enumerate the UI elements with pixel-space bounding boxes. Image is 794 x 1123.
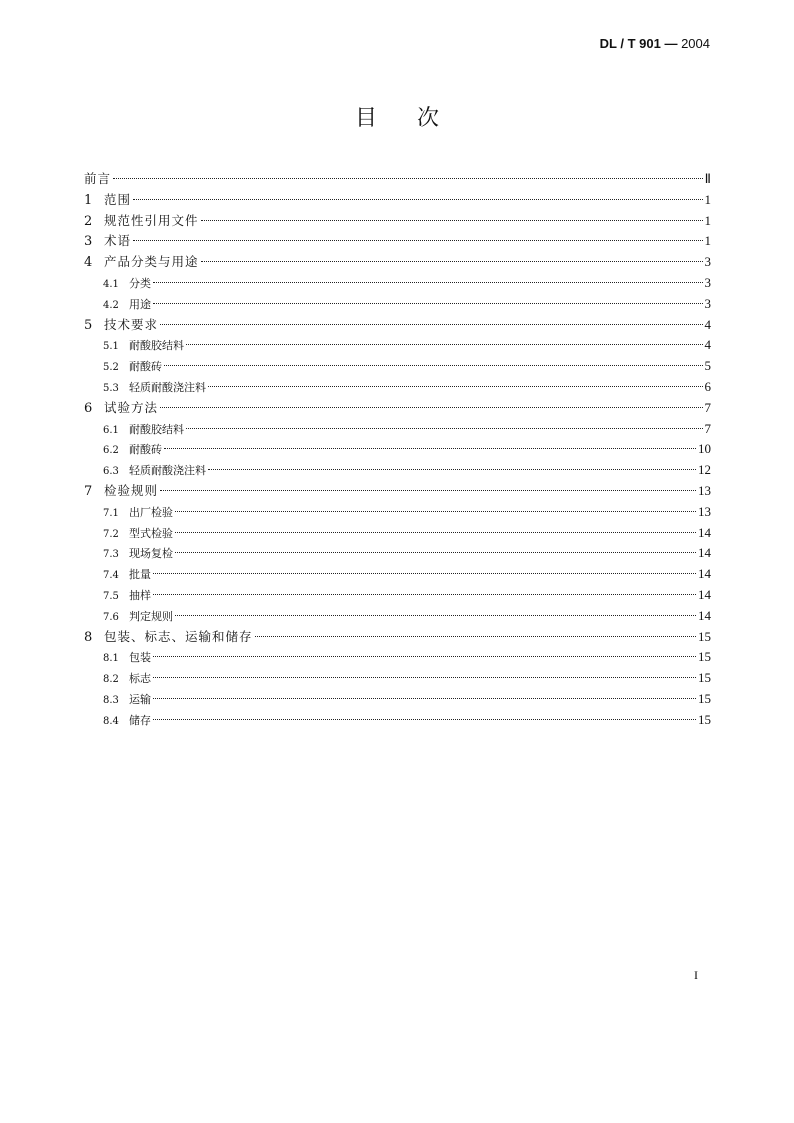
toc-entry-page: 14 bbox=[698, 524, 711, 540]
toc-dot-leader bbox=[153, 573, 696, 574]
toc-entry-page: 13 bbox=[698, 482, 711, 498]
toc-entry[interactable] bbox=[84, 356, 711, 377]
toc-entry[interactable] bbox=[84, 377, 711, 398]
toc-dot-leader bbox=[153, 656, 696, 657]
toc-entry-number: 2 bbox=[84, 213, 93, 229]
toc-entry-number: 8.2 bbox=[103, 674, 119, 686]
toc-dot-leader bbox=[153, 698, 696, 699]
page-number: I bbox=[694, 968, 698, 982]
toc-entry-page: 15 bbox=[698, 670, 711, 686]
toc-entry[interactable] bbox=[84, 190, 711, 211]
toc-dot-leader bbox=[153, 303, 703, 304]
toc-entry-number: 8.1 bbox=[103, 653, 119, 665]
toc-entry-label: 分类 bbox=[129, 276, 151, 290]
toc-entry-page: 3 bbox=[704, 295, 711, 311]
toc-entry-label: 出厂检验 bbox=[129, 505, 173, 519]
toc-entry-number: 6.1 bbox=[103, 424, 119, 436]
toc-entry-page: 1 bbox=[704, 233, 711, 249]
toc-entry-page: 10 bbox=[698, 441, 711, 457]
toc-entry-number: 5.2 bbox=[103, 362, 119, 374]
toc-entry[interactable] bbox=[84, 231, 711, 252]
standard-year: 2004 bbox=[681, 36, 710, 51]
toc-entry-label: 规范性引用文件 bbox=[104, 212, 199, 228]
toc-entry-label: 型式检验 bbox=[129, 526, 173, 540]
toc-entry-page: 1 bbox=[704, 212, 711, 228]
toc-entry-page: 4 bbox=[704, 316, 711, 332]
toc-entry-label: 抽样 bbox=[129, 588, 151, 602]
toc-entry[interactable] bbox=[84, 460, 711, 481]
toc-entry-page: 5 bbox=[704, 358, 711, 374]
toc-entry-number: 7.2 bbox=[103, 528, 119, 540]
toc-entry-number: 3 bbox=[84, 234, 93, 250]
toc-entry-label: 批量 bbox=[129, 568, 151, 582]
toc-entry-page: 14 bbox=[698, 607, 711, 623]
toc-entry-label: 轻质耐酸浇注料 bbox=[129, 464, 206, 478]
toc-entry-number: 4 bbox=[84, 255, 93, 271]
toc-dot-leader bbox=[208, 469, 696, 470]
toc-entry-label: 产品分类与用途 bbox=[104, 254, 199, 270]
toc-entry[interactable] bbox=[84, 273, 711, 294]
toc-entry-label: 标志 bbox=[129, 672, 151, 686]
toc-entry-number: 5 bbox=[84, 317, 93, 333]
toc-entry-label: 现场复检 bbox=[129, 547, 173, 561]
toc-entry-number: 6.3 bbox=[103, 466, 119, 478]
toc-entry-number: 8.4 bbox=[103, 715, 119, 727]
toc-dot-leader bbox=[175, 532, 696, 533]
toc-entry-page: 14 bbox=[698, 566, 711, 582]
toc-dot-leader bbox=[133, 199, 702, 200]
toc-entry-page: 14 bbox=[698, 586, 711, 602]
toc-dot-leader bbox=[208, 386, 703, 387]
toc-entry-number: 4.1 bbox=[103, 278, 119, 290]
toc-dot-leader bbox=[201, 261, 703, 262]
standard-number: DL / T 901 bbox=[599, 36, 661, 51]
toc-entry-number: 1 bbox=[84, 192, 93, 208]
toc-entry-page: 6 bbox=[704, 378, 711, 394]
toc-entry-page: 14 bbox=[698, 545, 711, 561]
toc-dot-leader bbox=[133, 240, 702, 241]
toc-entry[interactable] bbox=[84, 315, 711, 336]
toc-dot-leader bbox=[175, 615, 696, 616]
toc-entry-label: 耐酸砖 bbox=[129, 443, 162, 457]
toc-dot-leader bbox=[164, 448, 696, 449]
toc-entry[interactable] bbox=[84, 689, 711, 710]
toc-entry-label: 判定规则 bbox=[129, 609, 173, 623]
toc-entry[interactable] bbox=[84, 439, 711, 460]
toc-entry[interactable] bbox=[84, 398, 711, 419]
toc-entry[interactable] bbox=[84, 335, 711, 356]
toc-entry[interactable] bbox=[84, 627, 711, 648]
toc-entry-label: 储存 bbox=[129, 713, 151, 727]
toc-entry[interactable] bbox=[84, 502, 711, 523]
toc-entry-page: 13 bbox=[698, 503, 711, 519]
toc-dot-leader bbox=[186, 344, 703, 345]
toc-entry[interactable] bbox=[84, 710, 711, 731]
toc-dot-leader bbox=[160, 407, 702, 408]
toc-entry-number: 8.3 bbox=[103, 694, 119, 706]
toc-dot-leader bbox=[175, 511, 696, 512]
toc-dot-leader bbox=[153, 282, 703, 283]
toc-entry-page: 3 bbox=[704, 274, 711, 290]
toc-entry-page: 15 bbox=[698, 628, 711, 644]
toc-entry[interactable] bbox=[84, 294, 711, 315]
toc-entry-label: 用途 bbox=[129, 297, 151, 311]
toc-dot-leader bbox=[113, 178, 703, 179]
toc-entry-number: 6 bbox=[84, 400, 93, 416]
toc-entry[interactable] bbox=[84, 543, 711, 564]
toc-entry-page: 15 bbox=[698, 690, 711, 706]
toc-entry-number: 7.5 bbox=[103, 590, 119, 602]
toc-entry-label: 前言 bbox=[84, 171, 112, 186]
toc-entry-label: 耐酸砖 bbox=[129, 360, 162, 374]
toc-entry[interactable] bbox=[84, 564, 711, 585]
toc-dot-leader bbox=[175, 552, 696, 553]
toc-entry-page: 7 bbox=[704, 420, 711, 436]
toc-entry-label: 耐酸胶结料 bbox=[129, 422, 184, 436]
toc-entry-page: 7 bbox=[704, 399, 711, 415]
toc-dot-leader bbox=[186, 428, 703, 429]
toc-dot-leader bbox=[153, 719, 696, 720]
toc-dot-leader bbox=[255, 636, 696, 637]
toc-dot-leader bbox=[153, 594, 696, 595]
toc-entry[interactable] bbox=[84, 647, 711, 668]
toc-entry[interactable] bbox=[84, 523, 711, 544]
toc-entry-label: 范围 bbox=[104, 191, 132, 207]
toc-entry-number: 5.1 bbox=[103, 341, 119, 353]
toc-entry-label: 技术要求 bbox=[104, 316, 159, 332]
toc-entry[interactable] bbox=[84, 169, 711, 190]
toc-entry-number: 7.1 bbox=[103, 507, 119, 519]
toc-entry-label: 包装、标志、运输和储存 bbox=[104, 628, 253, 644]
toc-entry-number: 5.3 bbox=[103, 382, 119, 394]
toc-dot-leader bbox=[201, 220, 703, 221]
toc-entry-number: 6.2 bbox=[103, 445, 119, 457]
toc-dot-leader bbox=[164, 365, 703, 366]
toc-entry[interactable] bbox=[84, 606, 711, 627]
toc-entry-number: 8 bbox=[84, 629, 93, 645]
page-title: 目次 bbox=[354, 106, 479, 131]
toc-entry-number: 7.3 bbox=[103, 549, 119, 561]
toc-entry-label: 术语 bbox=[104, 233, 132, 249]
toc-entry-number: 7 bbox=[84, 483, 93, 499]
toc-entry[interactable] bbox=[84, 585, 711, 606]
toc-dot-leader bbox=[160, 490, 696, 491]
toc-entry-page: 12 bbox=[698, 462, 711, 478]
toc-entry-page: 15 bbox=[698, 649, 711, 665]
toc-dot-leader bbox=[160, 324, 702, 325]
table-of-contents bbox=[84, 169, 711, 731]
toc-entry-label: 运输 bbox=[129, 692, 151, 706]
toc-entry-label: 轻质耐酸浇注料 bbox=[129, 380, 206, 394]
toc-entry-number: 7.4 bbox=[103, 570, 119, 582]
code-dash: — bbox=[660, 36, 682, 51]
toc-entry-page: Ⅱ bbox=[704, 171, 711, 186]
toc-entry[interactable] bbox=[84, 252, 711, 273]
toc-entry-label: 试验方法 bbox=[104, 399, 159, 415]
toc-entry-page: 3 bbox=[704, 254, 711, 270]
toc-entry[interactable] bbox=[84, 419, 711, 440]
toc-entry-label: 检验规则 bbox=[104, 482, 159, 498]
toc-entry-number: 4.2 bbox=[103, 299, 119, 311]
document-code bbox=[600, 36, 710, 51]
toc-entry-label: 包装 bbox=[129, 651, 151, 665]
toc-entry[interactable] bbox=[84, 211, 711, 232]
toc-entry-number: 7.6 bbox=[103, 611, 119, 623]
toc-entry-page: 4 bbox=[704, 337, 711, 353]
toc-entry[interactable] bbox=[84, 668, 711, 689]
toc-entry-label: 耐酸胶结料 bbox=[129, 339, 184, 353]
toc-entry[interactable] bbox=[84, 481, 711, 502]
toc-entry-page: 15 bbox=[698, 711, 711, 727]
toc-dot-leader bbox=[153, 677, 696, 678]
toc-entry-page: 1 bbox=[704, 191, 711, 207]
